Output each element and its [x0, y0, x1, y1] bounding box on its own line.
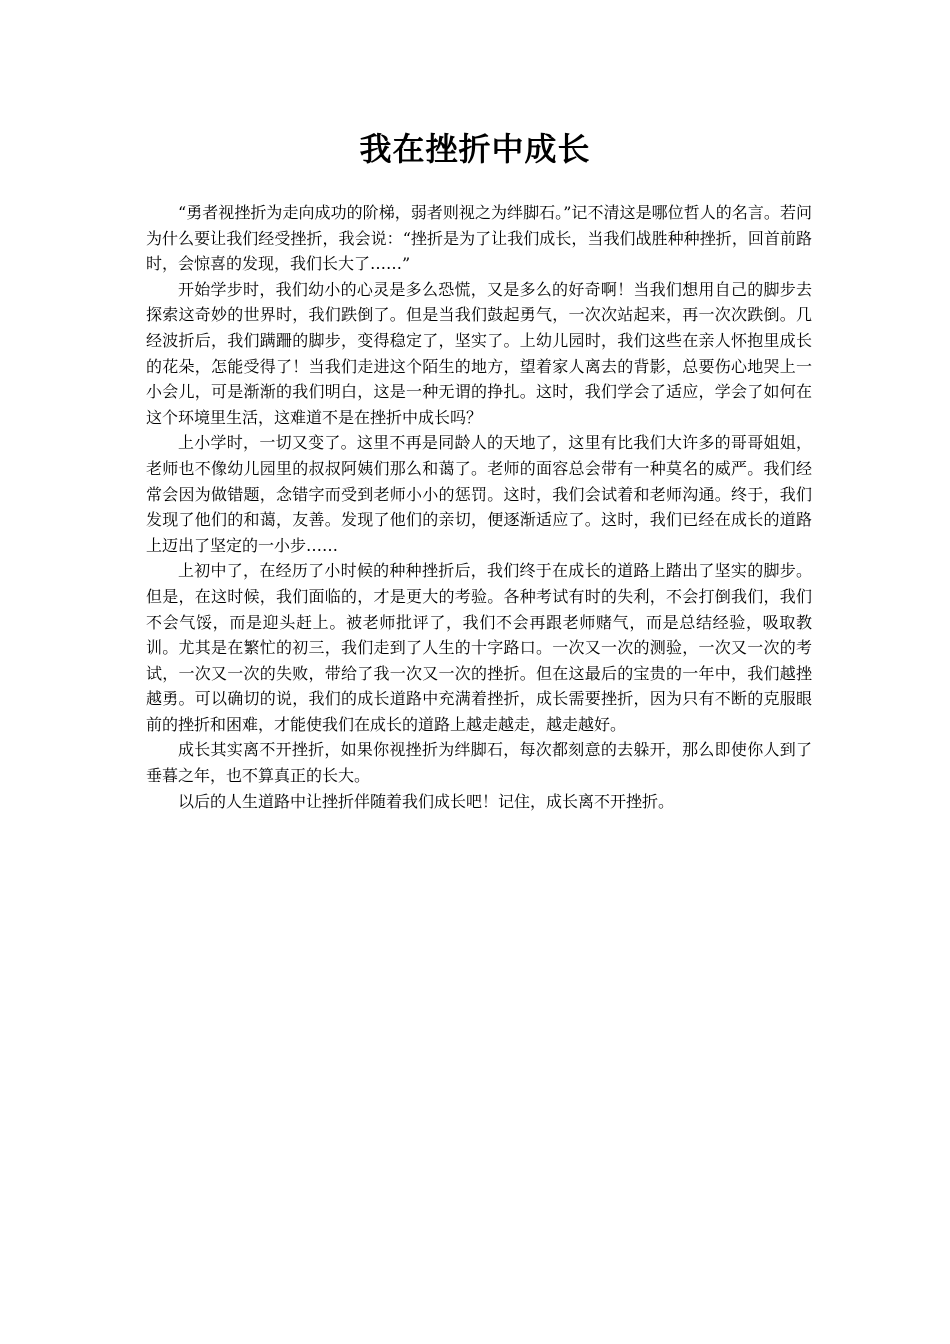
paragraph-3: 上小学时，一切又变了。这里不再是同龄人的天地了，这里有比我们大许多的哥哥姐姐，老师也不像幼儿园里的叔叔阿姨们那么和蔼了。老师的面容总会带有一种莫名的威严。我们经常会因为做错题，念错字而受到老师小小的惩罚。这时，我们会试着和老师沟通。终于，我们发现了他们的和蔼，友善。发现了他们的亲切，便逐渐适应了。这时，我们已经在成长的道路上迈出了坚定的一小步……	[146, 433, 812, 555]
paragraph-6: 以后的人生道路中让挫折伴随着我们成长吧！记住，成长离不开挫折。	[178, 791, 675, 811]
paragraph-2: 开始学步时，我们幼小的心灵是多么恐慌，又是多么的好奇啊！当我们想用自己的脚步去探索这奇妙的世界时，我们跌倒了。但是当我们鼓起勇气，一次次站起来，再一次次跌倒。几经波折后，我们蹒跚的脚步，变得稳定了，坚实了。上幼儿园时，我们这些在亲人怀抱里成长的花朵，怎能受得了！当我们走进这个陌生的地方，望着家人离去的背影，总要伤心地哭上一小会儿，可是渐渐的我们明白，这是一种无谓的挣扎。这时，我们学会了适应，学会了如何在这个环境里生活，这难道不是在挫折中成长吗？	[146, 279, 812, 427]
document-body	[146, 200, 812, 814]
paragraph-1: “勇者视挫折为走向成功的阶梯，弱者则视之为绊脚石。”记不清这是哪位哲人的名言。若问为什么要让我们经受挫折，我会说：“挫折是为了让我们成长，当我们战胜种种挫折，回首前路时，会惊喜的发现，我们长大了……”	[146, 203, 812, 274]
paragraph-4: 上初中了，在经历了小时候的种种挫折后，我们终于在成长的道路上踏出了坚实的脚步。但是，在这时候，我们面临的，才是更大的考验。各种考试有时的失利，不会打倒我们，我们不会气馁，而是迎头赶上。被老师批评了，我们不会再跟老师赌气，而是总结经验，吸取教训。尤其是在繁忙的初三，我们走到了人生的十字路口。一次又一次的测验，一次又一次的考试，一次又一次的失败，带给了我一次又一次的挫折。但在这最后的宝贵的一年中，我们越挫越勇。可以确切的说，我们的成长道路中充满着挫折，成长需要挫折，因为只有不断的克服眼前的挫折和困难，才能使我们在成长的道路上越走越走，越走越好。	[146, 561, 812, 734]
document-title: 我在挫折中成长	[359, 130, 591, 168]
paragraph-5: 成长其实离不开挫折，如果你视挫折为绊脚石，每次都刻意的去躲开，那么即使你人到了垂暮之年，也不算真正的长大。	[146, 740, 812, 786]
